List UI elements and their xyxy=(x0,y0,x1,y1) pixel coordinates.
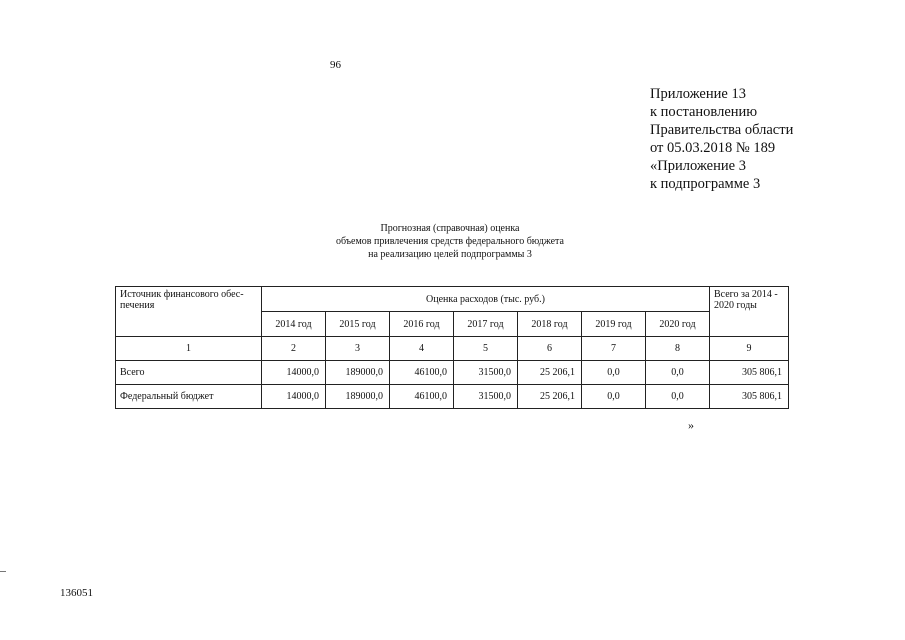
table-cell: 25 206,1 xyxy=(518,385,582,409)
table-cell: 305 806,1 xyxy=(710,361,789,385)
page-number: 96 xyxy=(330,59,341,71)
closing-quote: » xyxy=(688,418,694,432)
column-number: 3 xyxy=(326,337,390,361)
table-cell: 189000,0 xyxy=(326,385,390,409)
table-cell: 46100,0 xyxy=(390,385,454,409)
title-line: объемов привлечения средств федерального бюджета xyxy=(336,236,564,247)
table-cell: 0,0 xyxy=(646,385,710,409)
column-number-row xyxy=(116,337,789,361)
column-number: 5 xyxy=(454,337,518,361)
financing-table xyxy=(115,286,789,409)
table-cell: 0,0 xyxy=(582,385,646,409)
column-number: 6 xyxy=(518,337,582,361)
row-label: Всего xyxy=(116,361,262,385)
table-cell: 305 806,1 xyxy=(710,385,789,409)
title-line: Прогнозная (справочная) оценка xyxy=(380,223,520,234)
appendix-line: от 05.03.2018 № 189 xyxy=(650,140,776,156)
row-label: Федеральный бюджет xyxy=(116,385,262,409)
year-header: 2015 год xyxy=(326,312,390,337)
appendix-line: Приложение 13 xyxy=(650,86,746,102)
appendix-line: Правительства области xyxy=(650,122,794,138)
table-cell: 46100,0 xyxy=(390,361,454,385)
footer-code: 136051 xyxy=(60,587,93,599)
table-cell: 0,0 xyxy=(582,361,646,385)
column-number: 2 xyxy=(262,337,326,361)
column-number: 9 xyxy=(710,337,789,361)
year-header: 2018 год xyxy=(518,312,582,337)
appendix-line: к постановлению xyxy=(650,104,758,120)
column-number: 8 xyxy=(646,337,710,361)
table-cell: 14000,0 xyxy=(262,361,326,385)
appendix-line: «Приложение 3 xyxy=(650,158,746,174)
appendix-line: к подпрограмме 3 xyxy=(650,176,761,192)
table-row xyxy=(116,385,789,409)
column-number: 1 xyxy=(116,337,262,361)
table-cell: 31500,0 xyxy=(454,361,518,385)
year-header: 2019 год xyxy=(582,312,646,337)
table-cell: 25 206,1 xyxy=(518,361,582,385)
table-cell: 14000,0 xyxy=(262,385,326,409)
column-number: 4 xyxy=(390,337,454,361)
table-title xyxy=(300,222,600,261)
column-number: 7 xyxy=(582,337,646,361)
table-cell: 31500,0 xyxy=(454,385,518,409)
year-header: 2020 год xyxy=(646,312,710,337)
total-header: Всего за 2014 - 2020 годы xyxy=(710,287,789,337)
year-header: 2016 год xyxy=(390,312,454,337)
source-header: Источник финансового обес-печения xyxy=(116,287,262,337)
table-cell: 0,0 xyxy=(646,361,710,385)
table-row xyxy=(116,361,789,385)
year-header: 2014 год xyxy=(262,312,326,337)
year-header: 2017 год xyxy=(454,312,518,337)
table-cell: 189000,0 xyxy=(326,361,390,385)
scan-mark xyxy=(0,571,6,572)
estimate-header: Оценка расходов (тыс. руб.) xyxy=(262,287,710,312)
title-line: на реализацию целей подпрограммы 3 xyxy=(368,249,532,260)
appendix-header xyxy=(650,85,793,193)
